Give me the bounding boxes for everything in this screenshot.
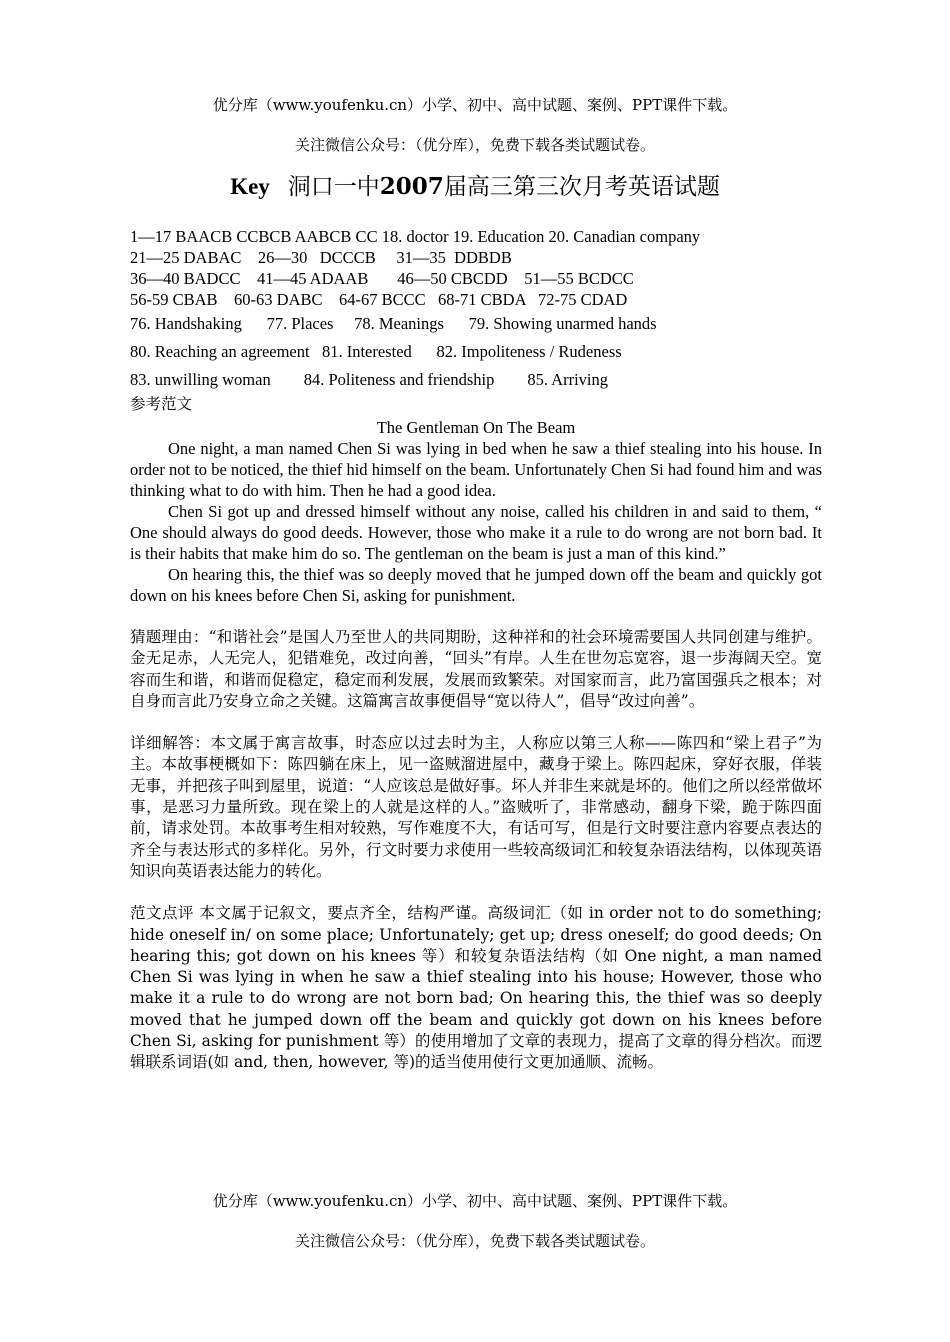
essay-paragraph: On hearing this, the thief was so deeply moved that he jumped down off the beam and quickly got down on his knees before Chen Si, asking for punishment.	[130, 565, 822, 605]
answer-line: 76. Handshaking 77. Places 78. Meanings 79. Showing unarmed hands	[130, 314, 657, 333]
sample-essay-label: 参考范文	[130, 395, 193, 413]
answer-line: 80. Reaching an agreement 81. Interested 82. Impoliteness / Rudeness	[130, 342, 622, 361]
essay-comment: 范文点评 本文属于记叙文，要点齐全，结构严谨。高级词汇（如 in order not to do something; hide oneself in/ on some place; Unfortunately; get up; dress oneself; do good deeds; On hearing this; got down on his knees 等）和较复杂语法结构（如 One night, a man named Chen Si was lying in when he saw a thief stealing into his house; However, those who make it a rule to do wrong are not born bad; On hearing this, the thief was so deeply moved that he jumped down off the beam and quickly got down on his knees before Chen Si, asking for punishment 等）的使用增加了文章的表现力，提高了文章的得分档次。而逻辑联系词语(如 and, then, however, 等)的适当使用使行文更加通顺、流畅。	[130, 904, 822, 1072]
footer-line-1: 优分库（www.youfenku.cn）小学、初中、高中试题、案例、PPT课件下载。	[212, 1192, 738, 1210]
title-part-1: 洞口一中	[287, 174, 380, 200]
title-part-2: 届高三第三次月考英语试题	[443, 174, 720, 200]
title-year: 2007	[379, 173, 444, 200]
answer-line: 21—25 DABAC 26—30 DCCCB 31—35 DDBDB	[130, 248, 512, 267]
title-key: Key	[230, 174, 270, 199]
essay-paragraph: One night, a man named Chen Si was lying in bed when he saw a thief stealing into his house. In order not to be noticed, the thief hid himself on the beam. Unfortunately Chen Si had found him and was thinking what to do with him. Then he had a good idea.	[130, 439, 822, 500]
footer-line-2: 关注微信公众号：（优分库），免费下载各类试题试卷。	[294, 1232, 655, 1250]
answer-line: 1—17 BAACB CCBCB AABCB CC 18. doctor 19. Education 20. Canadian company	[130, 227, 701, 246]
document-body	[130, 226, 822, 1074]
essay-title: The Gentleman On The Beam	[376, 418, 576, 437]
essay-paragraph: Chen Si got up and dressed himself without any noise, called his children in and said to them, “ One should always do good deeds. However, those who make it a rule to do wrong are not born bad. It is their habits that make him do so. The gentleman on the beam is just a man of this kind.”	[130, 502, 822, 563]
detailed-explanation: 详细解答：本文属于寓言故事，时态应以过去时为主，人称应以第三人称——陈四和“梁上君子”为主。本故事梗概如下：陈四躺在床上，见一盗贼溜进屋中，藏身于梁上。陈四起床，穿好衣服，佯装无事，并把孩子叫到屋里，说道：“人应该总是做好事。坏人并非生来就是坏的。他们之所以经常做坏事，是恶习力量所致。现在梁上的人就是这样的人。”盗贼听了，非常感动，翻身下梁，跪于陈四面前，请求处罚。本故事考生相对较熟，写作难度不大，有话可写，但是行文时要注意内容要点表达的齐全与表达形式的多样化。另外，行文时要力求使用一些较高级词汇和较复杂语法结构，以体现英语知识向英语表达能力的转化。	[130, 734, 822, 880]
prediction-reason: 猜题理由：“和谐社会”是国人乃至世人的共同期盼，这种祥和的社会环境需要国人共同创建与维护。金无足赤，人无完人，犯错难免，改过向善，“回头”有岸。人生在世勿忘宽容，退一步海阔天空。宽容而生和谐，和谐而促稳定，稳定而利发展，发展而致繁荣。对国家而言，此乃富国强兵之根本；对自身而言此乃安身立命之关键。这篇寓言故事便倡导“宽以待人”，倡导“改过向善”。	[130, 628, 822, 710]
header-line-1: 优分库（www.youfenku.cn）小学、初中、高中试题、案例、PPT课件下载。	[212, 96, 738, 114]
answer-line: 36—40 BADCC 41—45 ADAAB 46—50 CBCDD 51—55 BCDCC	[130, 269, 634, 288]
header-line-2: 关注微信公众号：（优分库），免费下载各类试题试卷。	[294, 136, 655, 154]
page-title	[0, 168, 950, 201]
answer-line: 83. unwilling woman 84. Politeness and friendship 85. Arriving	[130, 370, 609, 389]
answer-line: 56-59 CBAB 60-63 DABC 64-67 BCCC 68-71 CBDA 72-75 CDAD	[130, 290, 628, 309]
